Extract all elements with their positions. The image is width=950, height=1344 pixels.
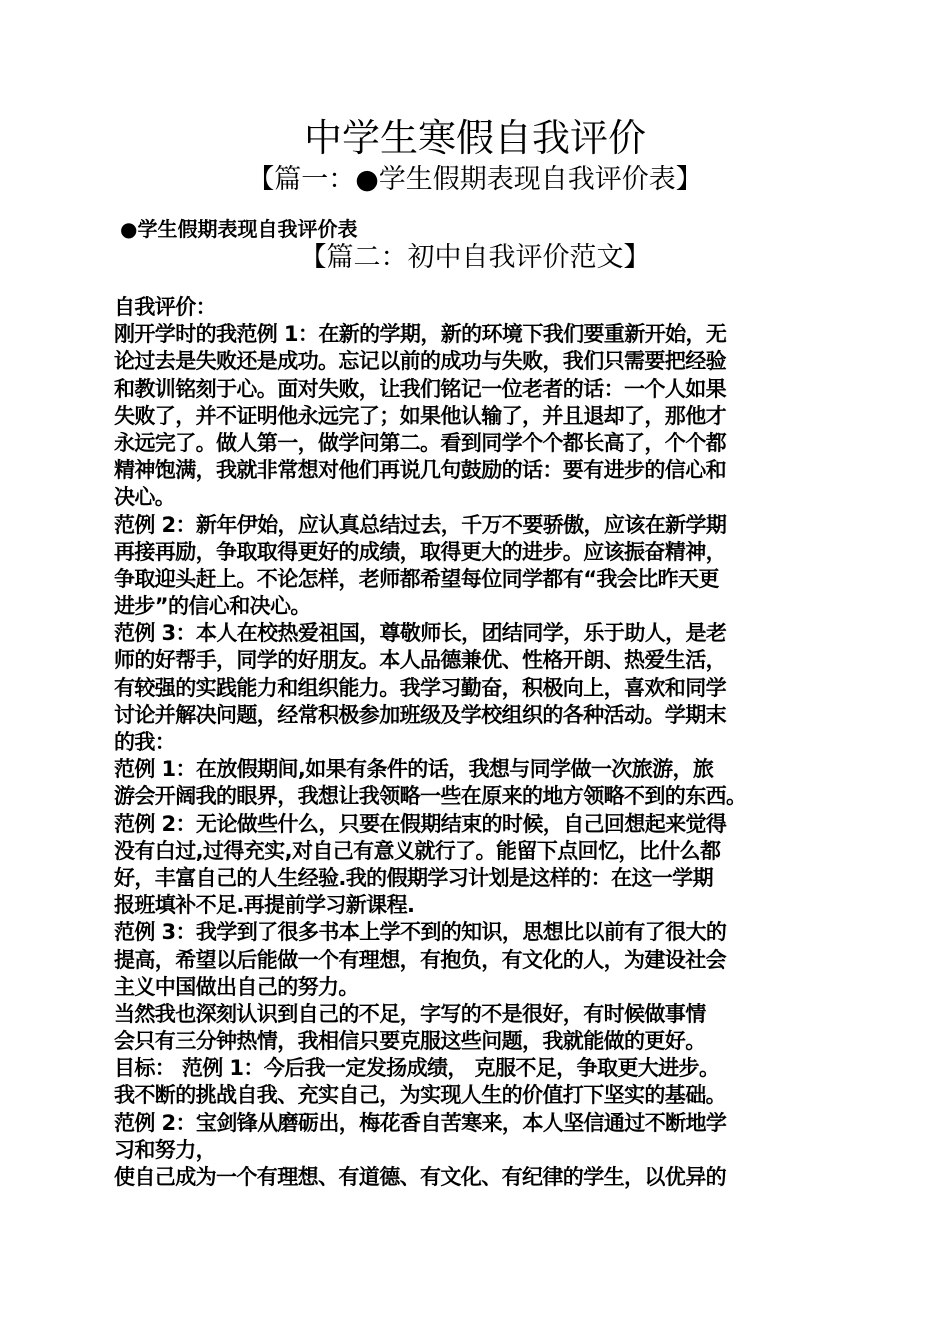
body-line: 我不断的挑战自我、充实自己，为实现人生的价值打下坚实的基础。 — [114, 1083, 726, 1108]
body-line: 永远完了。做人第一，做学问第二。看到同学个个都长高了，个个都 — [114, 430, 726, 455]
body-line: 和教训铭刻于心。面对失败，让我们铭记一位老者的话：一个人如果 — [114, 376, 726, 401]
body-line: 失败了，并不证明他永远完了；如果他认输了，并且退却了，那他才 — [114, 403, 726, 428]
body-line: 刚开学时的我范例 1：在新的学期，新的环境下我们要重新开始，无 — [114, 322, 727, 347]
body-line: 当然我也深刻认识到自己的不足，字写的不是很好，有时候做事情 — [114, 1001, 706, 1026]
document-title: 中学生寒假自我评价 — [303, 116, 646, 160]
body-line: 进步”的信心和决心。 — [114, 594, 311, 619]
form-heading: ●学生假期表现自我评价表 — [120, 217, 358, 241]
body-line: 争取迎头赶上。不论怎样，老师都希望每位同学都有“我会比昨天更 — [114, 566, 719, 591]
body-line: 使自己成为一个有理想、有道德、有文化、有纪律的学生，以优异的 — [114, 1165, 726, 1189]
section-title-part-two: 【篇二：初中自我评价范文】 — [299, 242, 651, 273]
body-line: 精神饱满，我就非常想对他们再说几句鼓励的话：要有进步的信心和 — [114, 458, 726, 483]
body-line: 主义中国做出自己的努力。 — [114, 974, 359, 999]
body-line: 范例 2：宝剑锋从磨砺出，梅花香自苦寒来，本人坚信通过不断地学 — [114, 1110, 727, 1135]
body-line: 会只有三分钟热情，我相信只要克服这些问题，我就能做的更好。 — [114, 1029, 706, 1054]
body-line: 论过去是失败还是成功。忘记以前的成功与失败，我们只需要把经验 — [114, 349, 726, 374]
body-line: 范例 2：新年伊始，应认真总结过去，千万不要骄傲，应该在新学期 — [114, 512, 727, 537]
body-line: 范例 1：在放假期间,如果有条件的话，我想与同学做一次旅游，旅 — [114, 757, 714, 782]
body-line: 报班填补不足.再提前学习新课程. — [114, 893, 415, 918]
body-line: 习和努力， — [114, 1137, 216, 1162]
body-line: 没有白过,过得充实,对自己有意义就行了。能留下点回忆，比什么都 — [114, 838, 721, 863]
body-line: 游会开阔我的眼界，我想让我领略一些在原来的地方领略不到的东西。 — [114, 784, 747, 809]
body-line: 范例 3：我学到了很多书本上学不到的知识，思想比以前有了很大的 — [114, 920, 727, 945]
body-line: 目标： 范例 1：今后我一定发扬成绩， 克服不足，争取更大进步。 — [114, 1056, 720, 1081]
body-line: 提高，希望以后能做一个有理想，有抱负，有文化的人，为建设社会 — [114, 947, 726, 972]
body-line: 范例 2：无论做些什么，只要在假期结束的时候，自己回想起来觉得 — [114, 811, 727, 836]
section-title-part-one: 【篇一：●学生假期表现自我评价表】 — [247, 164, 703, 195]
body-line: 的我： — [114, 730, 176, 754]
body-text — [114, 294, 838, 1191]
body-line: 讨论并解决问题，经常积极参加班级及学校组织的各种活动。学期末 — [114, 702, 726, 727]
body-line: 师的好帮手，同学的好朋友。本人品德兼优、性格开朗、热爱生活， — [114, 648, 726, 673]
body-line: 再接再励，争取取得更好的成绩，取得更大的进步。应该振奋精神， — [114, 539, 726, 564]
body-line: 决心。 — [114, 485, 176, 510]
body-line: 有较强的实践能力和组织能力。我学习勤奋，积极向上，喜欢和同学 — [114, 675, 726, 700]
body-line: 好，丰富自己的人生经验.我的假期学习计划是这样的：在这一学期 — [114, 865, 713, 890]
body-line: 自我评价： — [114, 295, 216, 319]
body-line: 范例 3：本人在校热爱祖国，尊敬师长，团结同学，乐于助人，是老 — [114, 621, 727, 646]
